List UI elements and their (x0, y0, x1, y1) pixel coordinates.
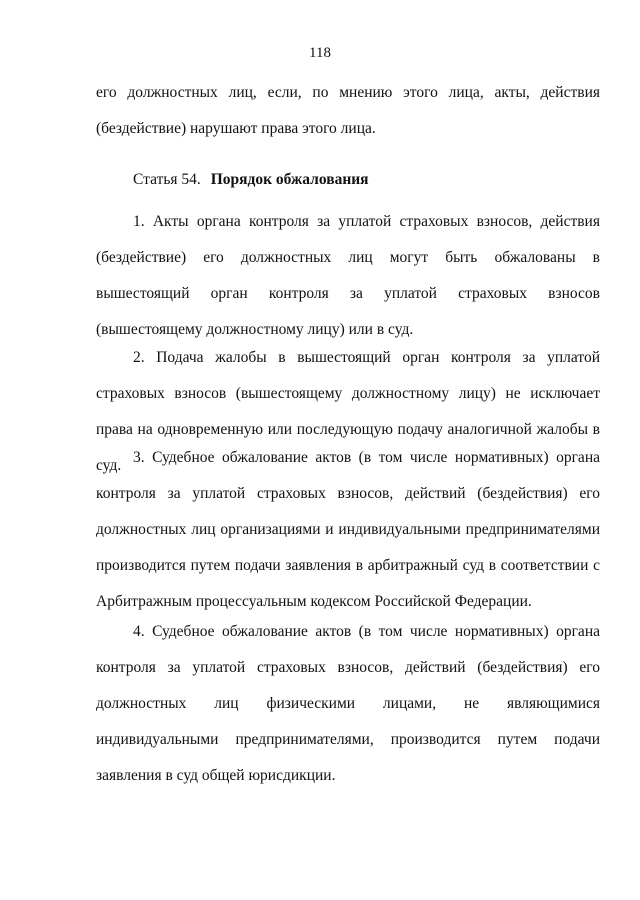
paragraph-4: 4. Судебное обжалование актов (в том числе нормативных) органа контроля за уплатой страховых взносов, действий (бездействия) его должностных лиц физическими лицами, не являющимися индивидуальными предпринимателями, производится путем подачи заявления в суд общей юрисдикции. (96, 623, 600, 784)
paragraph-1: 1. Акты органа контроля за уплатой страховых взносов, действия (бездействие) его должностных лиц могут быть обжалованы в вышестоящий орган контроля за уплатой страховых взносов (вышестоящему должностному лицу) или в суд. (96, 213, 600, 338)
page-number: 118 (309, 45, 331, 61)
paragraph-2: 2. Подача жалобы в вышестоящий орган контроля за уплатой страховых взносов (вышестоящему должностному лицу) не исключает права на одновременную или последующую подачу аналогичной жалобы в суд. (96, 349, 600, 474)
paragraph-3: 3. Судебное обжалование актов (в том числе нормативных) органа контроля за уплатой страховых взносов, действий (бездействия) его должностных лиц организациями и индивидуальными предпринимателями производится путем подачи заявления в арбитражный суд в соответствии с Арбитражным процессуальным кодексом Российской Федерации. (96, 449, 600, 610)
article-title: Порядок обжалования (210, 171, 369, 188)
intro-paragraph: его должностных лиц, если, по мнению этого лица, акты, действия (бездействие) нарушают права этого лица. (96, 84, 600, 137)
article-label: Статья 54. (133, 171, 201, 188)
article-heading (133, 162, 369, 198)
